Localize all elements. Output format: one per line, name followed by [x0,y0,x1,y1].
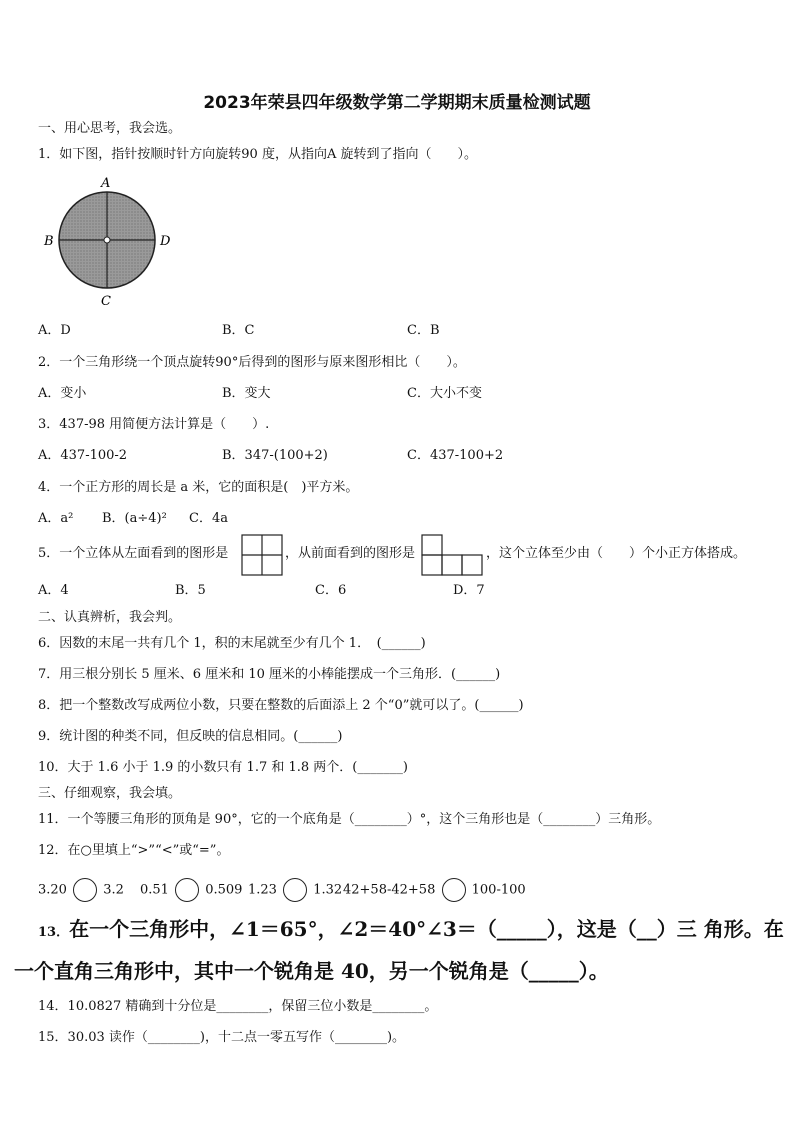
q5-option-d: D．7 [453,583,485,598]
question-1: 1．如下图，指针按顺时针方向旋转90 度，从指向A 旋转到了指向（ ）。 [38,147,477,162]
question-5-part-c: ，这个立体至少由（ ）个小正方体搭成。 [486,546,747,561]
q2-option-b: B．变大 [222,386,271,401]
question-12: 12．在○里填上“>”“<”或“=”。 [38,843,230,858]
q12-item-2-right: 0.509 [205,882,243,898]
front-view-grid-figure [421,534,485,576]
q3-option-a: A．437-100-2 [38,448,128,463]
question-14: 14．10.0827 精确到十分位是________，保留三位小数是________。 [38,999,438,1014]
q12-item-1-left: 3.20 [38,882,67,898]
section-1-heading: 一、用心思考，我会选。 [38,121,182,136]
q4-option-c: C．4a [189,511,228,526]
section-3-heading: 三、仔细观察，我会填。 [38,786,182,801]
q1-option-b: B．C [222,323,255,338]
question-5-part-a: 5．一个立体从左面看到的图形是 [38,546,229,561]
compass-dial-figure [38,172,178,307]
question-3: 3．437-98 用简便方法计算是（ ）. [38,417,270,432]
q4-option-b: B．(a÷4)² [102,511,167,526]
compare-circle-3[interactable] [283,878,307,902]
question-13-line-1 [38,916,784,946]
q12-item-4-right: 100-100 [471,882,526,898]
q5-option-c: C．6 [315,583,347,598]
q5-option-a: A．4 [38,583,69,598]
q1-option-a: A．D [38,323,71,338]
q12-item-4 [343,878,526,902]
compare-circle-4[interactable] [442,878,466,902]
q1-option-c: C．B [407,323,440,338]
q2-option-c: C．大小不变 [407,386,482,401]
question-11: 11．一个等腰三角形的顶角是 90°，它的一个底角是（________）°，这个三角形也是（________）三角形。 [38,812,661,827]
q12-item-3-left: 1.23 [248,882,277,898]
page-title: 2023年荣县四年级数学第二学期期末质量检测试题 [203,93,591,113]
left-view-grid-figure [241,534,283,576]
question-15: 15．30.03 读作（________)，十二点一零五写作（________)。 [38,1030,406,1045]
q12-item-4-left: 42+58-42+58 [343,882,436,898]
q5-option-b: B．5 [175,583,206,598]
q4-option-a: A．a² [38,511,74,526]
question-6: 6．因数的末尾一共有几个 1，积的末尾就至少有几个 1． (______) [38,636,426,651]
dial-label-c: C [101,294,111,307]
compare-circle-1[interactable] [73,878,97,902]
compare-circle-2[interactable] [175,878,199,902]
q12-item-3 [248,878,342,902]
question-5-part-b: ，从前面看到的图形是 [285,546,416,561]
question-10: 10．大于 1.6 小于 1.9 的小数只有 1.7 和 1.8 两个．(_______) [38,760,408,775]
q12-item-2 [140,878,242,902]
dial-label-a: A [101,176,111,191]
question-4: 4．一个正方形的周长是 a 米，它的面积是( )平方米。 [38,480,359,495]
section-2-heading: 二、认真辨析，我会判。 [38,610,182,625]
question-8: 8．把一个整数改写成两位小数，只要在整数的后面添上 2 个“0”就可以了。(______) [38,698,524,713]
q2-option-a: A．变小 [38,386,87,401]
question-13-line-2: 一个直角三角形中，其中一个锐角是 40，另一个锐角是（_____）。 [14,959,609,983]
question-7: 7．用三根分别长 5 厘米、6 厘米和 10 厘米的小棒能摆成一个三角形．(______) [38,667,501,682]
q12-item-1 [38,878,124,902]
question-9: 9．统计图的种类不同，但反映的信息相同。(______) [38,729,343,744]
q3-option-b: B．347-(100+2) [222,448,328,463]
dial-label-d: D [160,234,171,249]
q12-item-1-right: 3.2 [103,882,124,898]
q12-item-2-left: 0.51 [140,882,169,898]
dial-label-b: B [44,234,54,249]
q3-option-c: C．437-100+2 [407,448,504,463]
q12-item-3-right: 1.32 [313,882,343,898]
question-13-number: 13． [38,925,70,940]
question-13-text-1: 在一个三角形中，∠1＝65°，∠2＝40°∠3＝（_____），这是（__）三 角形。在 [69,917,784,941]
question-2: 2．一个三角形绕一个顶点旋转90°后得到的图形与原来图形相比（ ）。 [38,355,466,370]
